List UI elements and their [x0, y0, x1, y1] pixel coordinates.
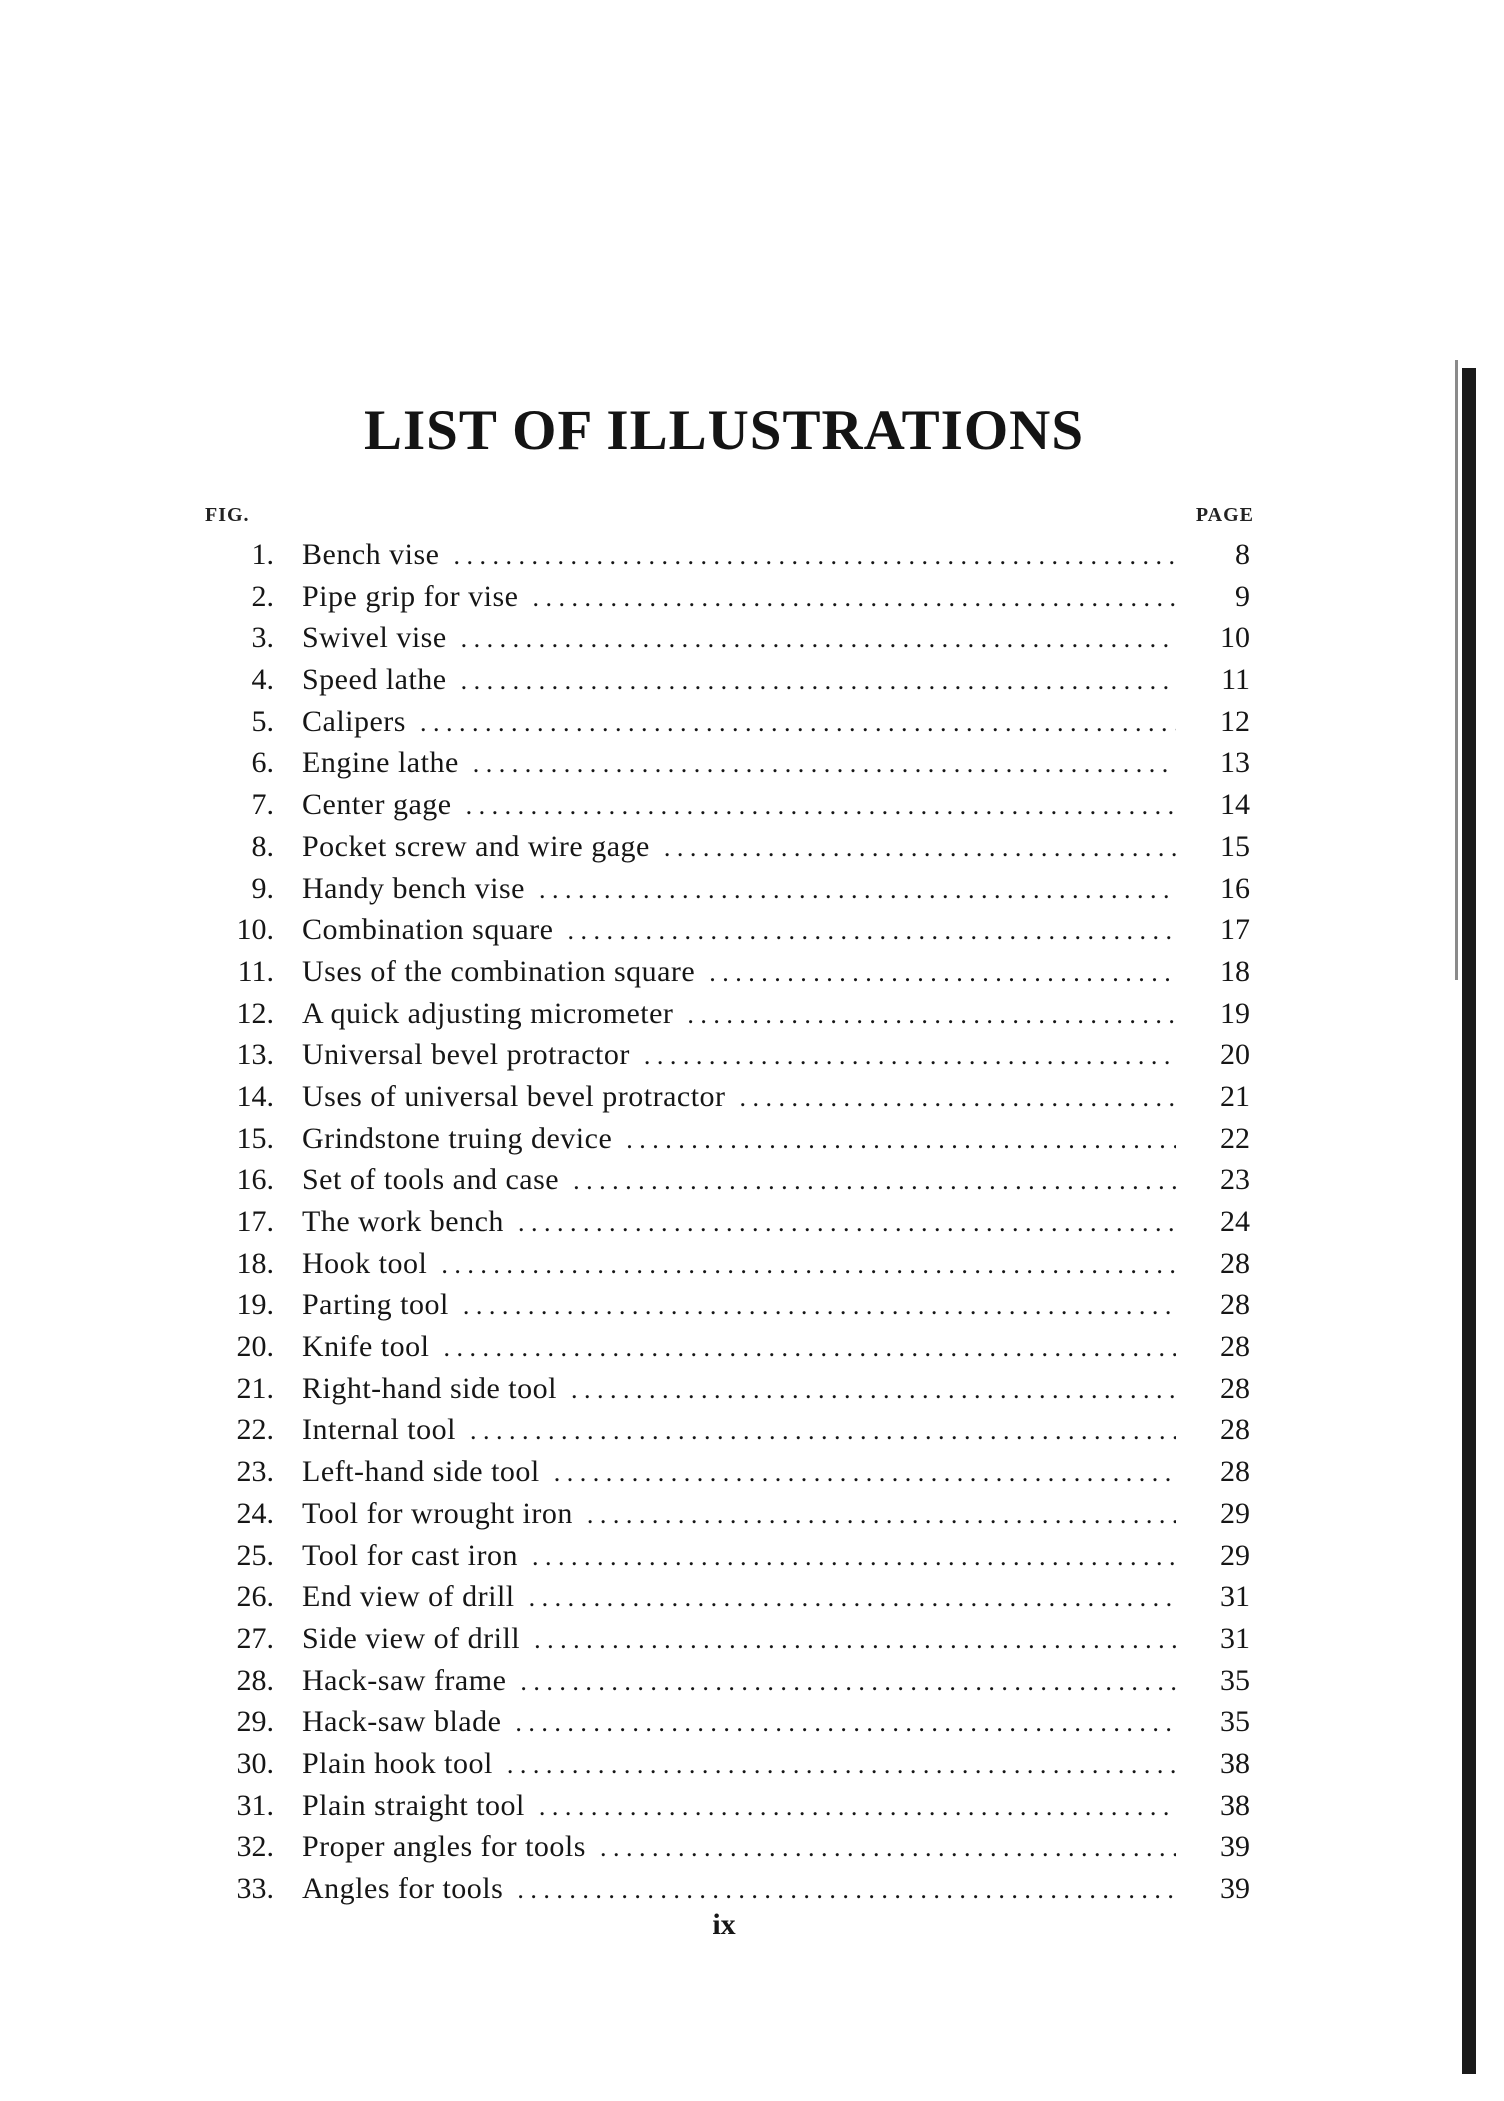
entry-line [302, 1243, 1176, 1286]
figure-number: 31. [236, 1788, 274, 1822]
entry-line [302, 1743, 1176, 1786]
page-number: 38 [1220, 1788, 1250, 1822]
dot-leader [687, 994, 1176, 1036]
dot-leader [517, 1869, 1176, 1911]
figure-number: 32. [236, 1830, 274, 1864]
figure-caption: Proper angles for tools [302, 1830, 586, 1864]
page-number: 38 [1220, 1746, 1250, 1780]
dot-leader [441, 1244, 1176, 1286]
list-item [0, 784, 1504, 826]
figure-caption: Universal bevel protractor [302, 1038, 630, 1072]
figure-caption: Internal tool [302, 1413, 456, 1447]
figure-caption: Hack-saw frame [302, 1663, 507, 1697]
list-item [0, 701, 1504, 743]
page-number: 31 [1220, 1621, 1250, 1655]
figure-number: 13. [236, 1038, 274, 1072]
list-item [0, 993, 1504, 1035]
figure-caption: Tool for wrought iron [302, 1496, 573, 1530]
entry-line [302, 742, 1176, 785]
figure-caption: Uses of the combination square [302, 954, 696, 988]
figure-number: 16. [236, 1163, 274, 1197]
entry-line [302, 1159, 1176, 1202]
dot-leader [740, 1077, 1176, 1119]
figure-caption: Handy bench vise [302, 871, 525, 905]
dot-leader [515, 1702, 1176, 1744]
entry-line [302, 1868, 1176, 1911]
entry-line [302, 784, 1176, 827]
dot-leader [664, 827, 1176, 869]
list-item [0, 1493, 1504, 1535]
dot-leader [461, 618, 1176, 660]
list-item [0, 951, 1504, 993]
dot-leader [507, 1744, 1176, 1786]
dot-leader [532, 1536, 1176, 1578]
figure-caption: Hook tool [302, 1246, 428, 1280]
list-item [0, 1243, 1504, 1285]
figure-number: 6. [251, 746, 274, 780]
figure-caption: End view of drill [302, 1580, 515, 1614]
dot-leader [573, 1160, 1176, 1202]
figure-number: 28. [236, 1663, 274, 1697]
list-item [0, 1535, 1504, 1577]
list-item [0, 576, 1504, 618]
entry-line [302, 1284, 1176, 1327]
figure-caption: Hack-saw blade [302, 1705, 502, 1739]
list-item [0, 1451, 1504, 1493]
page-number: 10 [1220, 621, 1250, 655]
page-number: 11 [1221, 663, 1250, 697]
dot-leader [518, 1202, 1176, 1244]
figure-number: 25. [236, 1538, 274, 1572]
figure-number: 12. [236, 996, 274, 1030]
list-item [0, 868, 1504, 910]
dot-leader [470, 1410, 1176, 1452]
entry-line [302, 951, 1176, 994]
list-item [0, 1284, 1504, 1326]
list-item [0, 1743, 1504, 1785]
dot-leader [587, 1494, 1176, 1536]
figure-caption: Set of tools and case [302, 1163, 560, 1197]
figure-number: 11. [237, 954, 274, 988]
figure-number: 4. [251, 663, 274, 697]
list-item [0, 1868, 1504, 1910]
entry-line [302, 1826, 1176, 1869]
figure-caption: Pocket screw and wire gage [302, 829, 650, 863]
page-number: 29 [1220, 1538, 1250, 1572]
list-item [0, 1576, 1504, 1618]
figure-number: 19. [236, 1288, 274, 1322]
figure-number: 21. [236, 1371, 274, 1405]
figure-number: 27. [236, 1621, 274, 1655]
dot-leader [529, 1577, 1176, 1619]
figure-caption: Center gage [302, 788, 452, 822]
list-item [0, 1118, 1504, 1160]
list-item [0, 617, 1504, 659]
dot-leader [571, 1369, 1176, 1411]
dot-leader [532, 577, 1176, 619]
figure-caption: Parting tool [302, 1288, 449, 1322]
page-number: 31 [1220, 1580, 1250, 1614]
list-item [0, 534, 1504, 576]
figure-caption: Grindstone truing device [302, 1121, 613, 1155]
figure-caption: Speed lathe [302, 663, 447, 697]
figure-caption: Engine lathe [302, 746, 459, 780]
figure-number: 33. [236, 1872, 274, 1905]
list-item [0, 1701, 1504, 1743]
page-number: 24 [1220, 1205, 1250, 1238]
figure-caption: Bench vise [302, 538, 440, 571]
list-item [0, 826, 1504, 868]
page-number: 18 [1220, 954, 1250, 988]
dot-leader [567, 910, 1176, 952]
page-number: 19 [1220, 996, 1250, 1030]
dot-leader [463, 1285, 1176, 1327]
figure-number: 10. [236, 913, 274, 947]
entry-line [302, 1451, 1176, 1494]
figure-caption: Plain hook tool [302, 1746, 493, 1780]
page-number: 29 [1220, 1496, 1250, 1530]
list-item [0, 1826, 1504, 1868]
entry-line [302, 576, 1176, 619]
figure-caption: Side view of drill [302, 1621, 521, 1655]
entry-line [302, 826, 1176, 869]
entry-line [302, 1535, 1176, 1578]
entry-line [302, 617, 1176, 660]
figure-number: 20. [236, 1330, 274, 1364]
figure-caption: Swivel vise [302, 621, 447, 655]
figure-caption: Combination square [302, 913, 554, 947]
page-number: 28 [1220, 1455, 1250, 1489]
list-item [0, 1076, 1504, 1118]
entry-line [302, 1201, 1176, 1244]
figure-number: 23. [236, 1455, 274, 1489]
page-number: 35 [1220, 1705, 1250, 1739]
figure-caption: Pipe grip for vise [302, 579, 519, 613]
page-number: 8 [1235, 538, 1250, 571]
page-number: 14 [1220, 788, 1250, 822]
entry-line [302, 1785, 1176, 1828]
list-item [0, 1201, 1504, 1243]
entry-line [302, 1701, 1176, 1744]
dot-leader [554, 1452, 1176, 1494]
entry-line [302, 701, 1176, 744]
figure-caption: Plain straight tool [302, 1788, 525, 1822]
page-number: 28 [1220, 1246, 1250, 1280]
entry-line [302, 1118, 1176, 1161]
list-item [0, 909, 1504, 951]
figure-number: 3. [251, 621, 274, 655]
figure-number: 8. [251, 829, 274, 863]
page-number: 28 [1220, 1288, 1250, 1322]
page-number: 39 [1220, 1872, 1250, 1905]
dot-leader [520, 1661, 1176, 1703]
page-number: 15 [1220, 829, 1250, 863]
page-number: 12 [1220, 704, 1250, 738]
dot-leader [600, 1827, 1176, 1869]
figure-number: 7. [251, 788, 274, 822]
figure-number: 5. [251, 704, 274, 738]
page-number: 39 [1220, 1830, 1250, 1864]
list-item [0, 1409, 1504, 1451]
figure-number: 14. [236, 1079, 274, 1113]
figure-number: 30. [236, 1746, 274, 1780]
figure-caption: Left-hand side tool [302, 1455, 540, 1489]
figure-number: 18. [236, 1246, 274, 1280]
figure-number: 24. [236, 1496, 274, 1530]
figure-number: 29. [236, 1705, 274, 1739]
list-item [0, 742, 1504, 784]
page-number: 21 [1220, 1079, 1250, 1113]
figure-number: 26. [236, 1580, 274, 1614]
dot-leader [443, 1327, 1176, 1369]
page-number: 9 [1235, 579, 1250, 613]
figure-number: 2. [251, 579, 274, 613]
figure-caption: Knife tool [302, 1330, 430, 1364]
list-item [0, 1785, 1504, 1827]
figure-number: 17. [236, 1205, 274, 1238]
dot-leader [420, 702, 1176, 744]
list-item [0, 1618, 1504, 1660]
figure-caption: A quick adjusting micrometer [302, 996, 674, 1030]
page-number: 16 [1220, 871, 1250, 905]
entry-line [302, 534, 1176, 577]
list-item [0, 1326, 1504, 1368]
entry-line [302, 1368, 1176, 1411]
dot-leader [539, 1786, 1176, 1828]
page-number: 20 [1220, 1038, 1250, 1072]
figure-caption: Tool for cast iron [302, 1538, 519, 1572]
entry-line [302, 868, 1176, 911]
figure-number: 15. [236, 1121, 274, 1155]
page-number: 35 [1220, 1663, 1250, 1697]
entry-line [302, 1576, 1176, 1619]
illustration-list [0, 534, 1504, 1910]
dot-leader [539, 869, 1176, 911]
page-number: 23 [1220, 1163, 1250, 1197]
page-folio: ix [712, 1908, 736, 1941]
dot-leader [534, 1619, 1176, 1661]
dot-leader [461, 660, 1176, 702]
entry-line [302, 1409, 1176, 1452]
entry-line [302, 659, 1176, 702]
page-number: 17 [1220, 913, 1250, 947]
page-column-header: PAGE [1195, 504, 1254, 526]
list-item [0, 659, 1504, 701]
dot-leader [466, 785, 1176, 827]
entry-line [302, 1034, 1176, 1077]
figure-caption: The work bench [302, 1205, 504, 1238]
figure-caption: Angles for tools [302, 1872, 504, 1905]
entry-line [302, 993, 1176, 1036]
dot-leader [709, 952, 1176, 994]
entry-line [302, 1618, 1176, 1661]
entry-line [302, 1076, 1176, 1119]
fig-column-header: FIG. [205, 504, 250, 526]
page-number: 28 [1220, 1371, 1250, 1405]
dot-leader [644, 1035, 1176, 1077]
list-item [0, 1368, 1504, 1410]
figure-number: 22. [236, 1413, 274, 1447]
page-title: LIST OF ILLUSTRATIONS [363, 399, 1085, 462]
dot-leader [453, 535, 1176, 577]
list-item [0, 1660, 1504, 1702]
figure-caption: Right-hand side tool [302, 1371, 557, 1405]
entry-line [302, 1493, 1176, 1536]
page-number: 28 [1220, 1330, 1250, 1364]
figure-caption: Calipers [302, 704, 406, 738]
entry-line [302, 909, 1176, 952]
dot-leader [626, 1119, 1176, 1161]
page-number: 28 [1220, 1413, 1250, 1447]
figure-number: 9. [251, 871, 274, 905]
list-item [0, 1159, 1504, 1201]
page-number: 13 [1220, 746, 1250, 780]
dot-leader [473, 743, 1176, 785]
figure-number: 1. [251, 538, 274, 571]
entry-line [302, 1326, 1176, 1369]
entry-line [302, 1660, 1176, 1703]
list-item [0, 1034, 1504, 1076]
page-number: 22 [1220, 1121, 1250, 1155]
figure-caption: Uses of universal bevel protractor [302, 1079, 726, 1113]
